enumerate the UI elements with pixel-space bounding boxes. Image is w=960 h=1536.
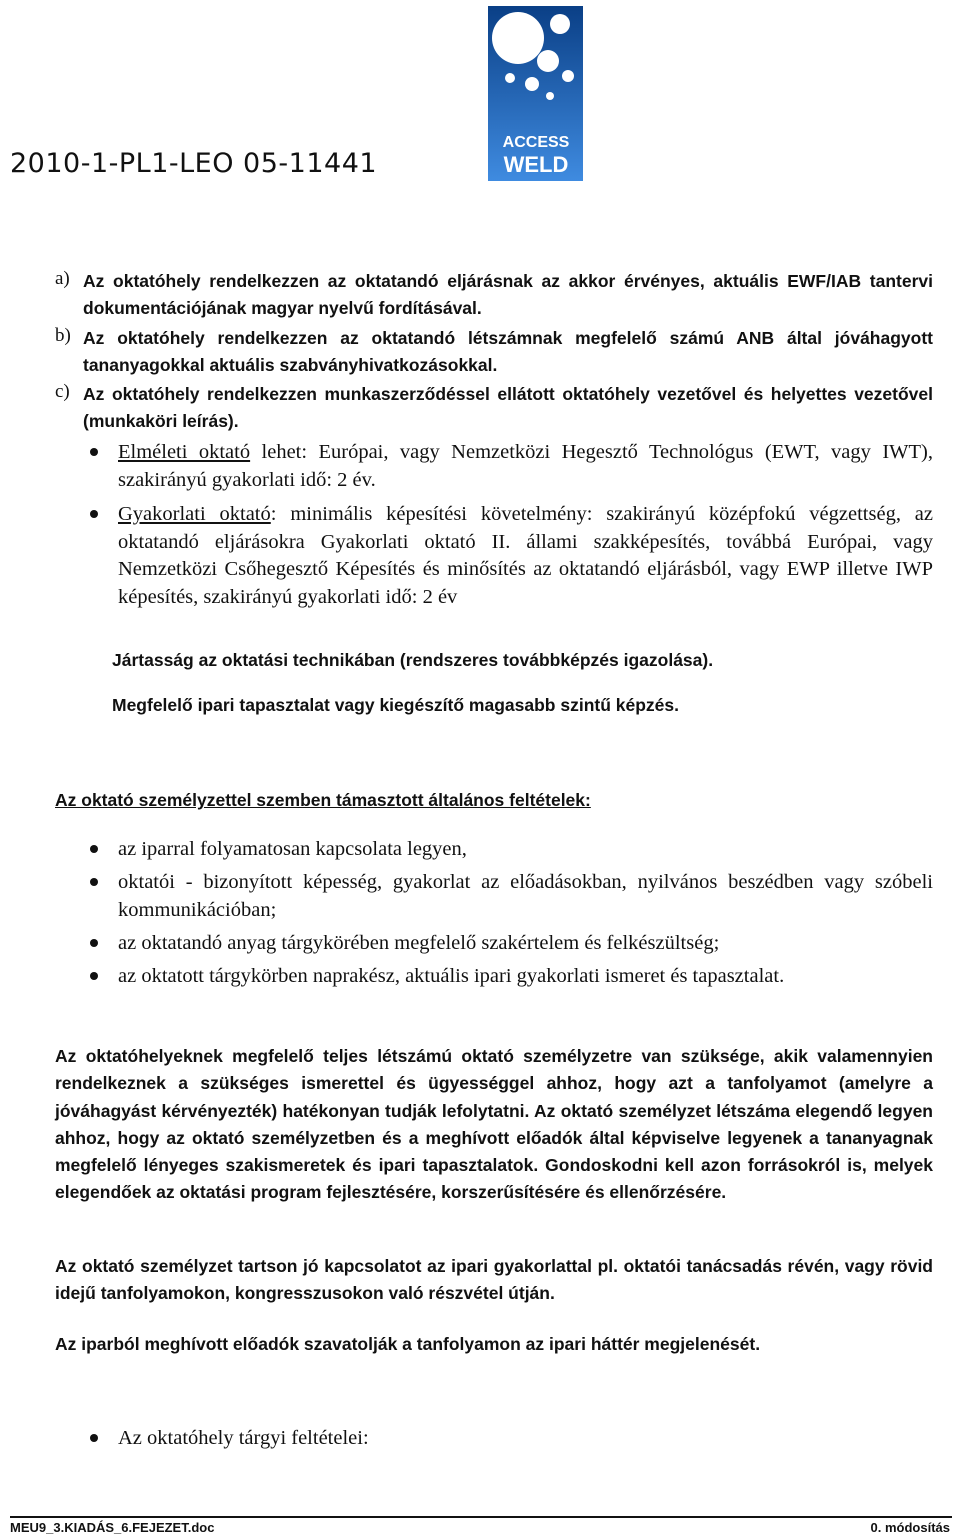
condition-item: az iparral folyamatosan kapcsolata legyen, [118, 838, 467, 860]
bullet-text: : minimális képesítési követelmény: szakirányú középfokú végzettség, az oktatandó eljárásokra Gyakorlati oktató II. állami szakképesítés, továbbá Európai, vagy Nemzetközi Csőhegesztő Képesítés és minősítés az oktatandó eljárásból, vagy EWP illetve IWP képesítés, szakirányú gyakorlati idő: 2 év [118, 503, 933, 608]
paragraph-industry-contact: Az oktató személyzet tartson jó kapcsolatot az ipari gyakorlattal pl. oktatói tanácsadás révén, vagy rövid idejű tanfolyamokon, kongresszusokon való részvétel útján. [55, 1256, 933, 1304]
last-bullet-item: Az oktatóhely tárgyi feltételei: [118, 1427, 369, 1449]
logo-text-weld: WELD [503, 152, 569, 177]
condition-item: oktatói - bizonyított képesség, gyakorlat az előadásokban, nyilvános beszédben vagy szóbeli kommunikációban; [118, 871, 933, 921]
bullet-label: Elméleti oktató [118, 441, 251, 463]
condition-item: az oktatott tárgykörben naprakész, aktuális ipari gyakorlati ismeret és tapasztalat. [118, 965, 785, 987]
footer-revision: 0. módosítás [870, 1520, 950, 1535]
extra-line-skill: Jártasság az oktatási technikában (rendszeres továbbképzés igazolása). [112, 650, 714, 670]
item-marker: a) [55, 268, 70, 289]
bullet-theory-instructor [118, 439, 933, 494]
item-text: Az oktatóhely rendelkezzen munkaszerződéssel ellátott oktatóhely vezetővel és helyettes vezetővel (munkaköri leírás). [83, 384, 933, 431]
section-heading: Az oktató személyzettel szemben támasztott általános feltételek: [55, 790, 591, 810]
bullet-label: Gyakorlati oktató [118, 503, 271, 525]
bullet-icon [88, 876, 100, 888]
bullet-icon [88, 508, 100, 520]
paragraph-guest-lecturers: Az iparból meghívott előadók szavatolják a tanfolyamon az ipari háttér megjelenését. [55, 1334, 761, 1354]
logo-text-access: ACCESS [502, 134, 570, 151]
bullet-icon [88, 843, 100, 855]
bullet-icon [88, 937, 100, 949]
bullet-text: lehet: Európai, vagy Nemzetközi Hegesztő Technológus (EWT, vagy IWT), szakirányú gyakorlati idő: 2 év. [118, 441, 933, 491]
bullet-icon [88, 446, 100, 458]
item-marker: c) [55, 381, 70, 402]
item-marker: b) [55, 325, 71, 346]
bullet-icon [88, 1432, 100, 1444]
footer-divider [10, 1516, 952, 1518]
access-weld-logo [488, 6, 583, 181]
bullet-icon [88, 970, 100, 982]
bullet-practice-instructor [118, 501, 933, 611]
item-text: Az oktatóhely rendelkezzen az oktatandó létszámnak megfelelő számú ANB által jóváhagyott tananyagokkal aktuális szabványhivatkozásokkal. [83, 328, 933, 375]
item-text: Az oktatóhely rendelkezzen az oktatandó eljárásnak az akkor érvényes, aktuális EWF/IAB tantervi dokumentációjának magyar nyelvű fordításával. [83, 271, 933, 318]
footer-filename: MEU9_3.KIADÁS_6.FEJEZET.doc [10, 1520, 215, 1535]
document-header-title: 2010-1-PL1-LEO 05-11441 [10, 148, 378, 179]
extra-line-experience: Megfelelő ipari tapasztalat vagy kiegészítő magasabb szintű képzés. [112, 695, 679, 715]
paragraph-staff-requirements: Az oktatóhelyeknek megfelelő teljes létszámú oktató személyzetre van szüksége, akik valamennyien rendelkeznek a szükséges ismerettel és ügyességgel ahhoz, hogy azt a tanfolyamot (amelyre a jóváhagyást kérvényezték) hatékonyan tudják lefolytatni. Az oktató személyzet létszáma elegendő legyen ahhoz, hogy az oktató személyzetben és a meghívott előadók által képviselve legyenek a tananyagnak megfelelő lényeges szakismeretek és ipari tapasztalatok. Gondoskodni kell azon forrásokról is, melyek elegendőek az oktatási program fejlesztésére, korszerűsítésére és ellenőrzésére. [55, 1046, 933, 1203]
condition-item: az oktatandó anyag tárgykörében megfelelő szakértelem és felkészültség; [118, 932, 720, 954]
